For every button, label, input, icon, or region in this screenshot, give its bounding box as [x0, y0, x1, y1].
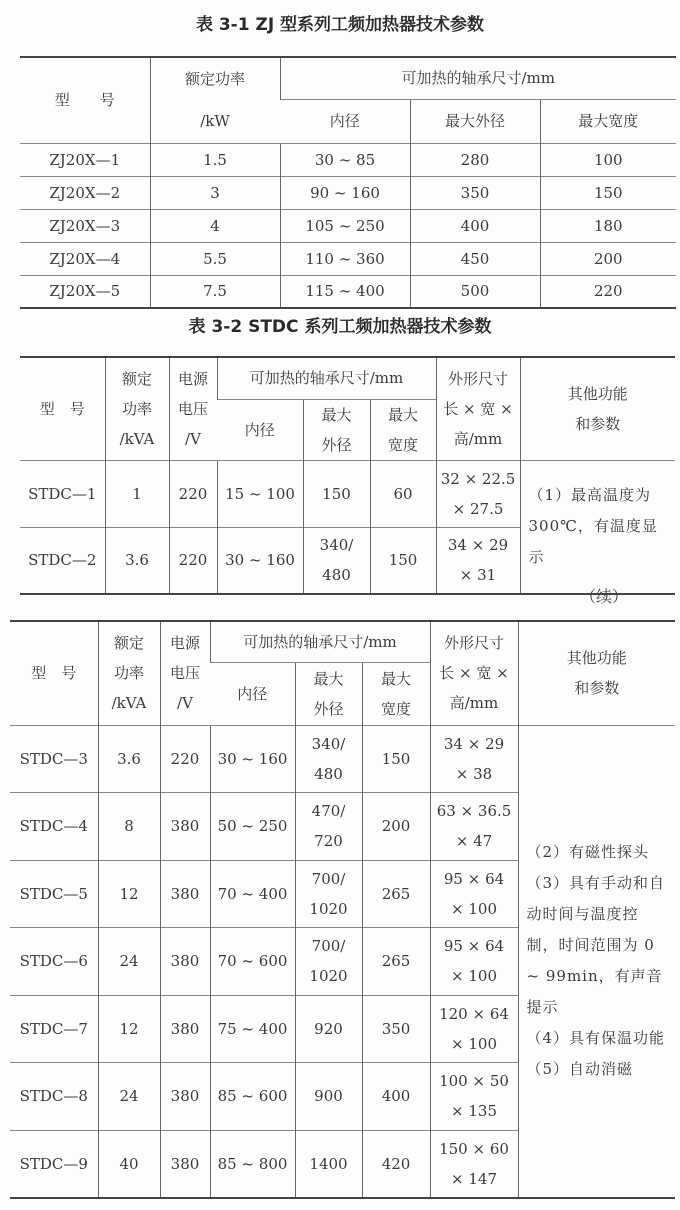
- cell-max-width: 150: [370, 527, 436, 594]
- header-inner: 内径: [280, 99, 410, 143]
- header-max-width: 最大 宽度: [362, 662, 430, 725]
- cell-max-outer-diameter: 340/ 480: [303, 527, 370, 594]
- continued-label: （续）: [580, 587, 629, 606]
- cell-max-width: 100: [540, 143, 676, 176]
- cell-max-width: 220: [540, 275, 676, 308]
- cell-model: STDC—6: [10, 928, 98, 996]
- cell-max-outer-diameter: 900: [295, 1063, 362, 1131]
- cell-inner-diameter: 30 ~ 85: [280, 143, 410, 176]
- cell-max-width: 400: [362, 1063, 430, 1131]
- cell-inner-diameter: 90 ~ 160: [280, 176, 410, 209]
- cell-max-width: 180: [540, 209, 676, 242]
- cell-model: STDC—8: [10, 1063, 98, 1131]
- header-max-width: 最大 宽度: [370, 399, 436, 460]
- cell-voltage: 380: [160, 1130, 210, 1198]
- table2: [20, 356, 675, 595]
- cell-dimensions: 100 × 50 × 135: [430, 1063, 518, 1131]
- cell-model: STDC—5: [10, 860, 98, 928]
- cell-max-width: 200: [540, 242, 676, 275]
- cell-power: 12: [98, 995, 160, 1063]
- cell-model: STDC—7: [10, 995, 98, 1063]
- header-model: 型 号: [20, 57, 150, 143]
- cell-max-outer-diameter: 920: [295, 995, 362, 1063]
- cell-voltage: 380: [160, 995, 210, 1063]
- other-functions-note: （2）有磁性探头 （3）具有手动和自动时间与温度控制，时间范围为 0 ~ 99min，有声音提示 （4）具有保温功能 （5）自动消磁: [518, 725, 675, 1198]
- cell-power: 12: [98, 860, 160, 928]
- cell-max-outer-diameter: 470/ 720: [295, 793, 362, 861]
- other-functions-note: （1）最高温度为 300℃，有温度显示: [520, 460, 675, 594]
- cell-dimensions: 150 × 60 × 147: [430, 1130, 518, 1198]
- header-model: 型 号: [10, 621, 98, 725]
- cell-max-outer-diameter: 150: [303, 460, 370, 527]
- cell-max-width: 200: [362, 793, 430, 861]
- cell-model: STDC—1: [20, 460, 105, 527]
- cell-model: STDC—9: [10, 1130, 98, 1198]
- table1: [20, 56, 676, 309]
- header-max-outer: 最大 外径: [295, 662, 362, 725]
- header-max-outer: 最大外径: [410, 99, 540, 143]
- table-row: [20, 275, 676, 308]
- cell-inner-diameter: 70 ~ 400: [210, 860, 295, 928]
- cell-voltage: 220: [160, 725, 210, 793]
- header-voltage: 电源 电压 /V: [169, 357, 217, 460]
- cell-power: 3: [150, 176, 280, 209]
- cell-model: STDC—3: [10, 725, 98, 793]
- cell-max-outer-diameter: 500: [410, 275, 540, 308]
- cell-model: STDC—2: [20, 527, 105, 594]
- cell-power: 5.5: [150, 242, 280, 275]
- cell-dimensions: 95 × 64 × 100: [430, 928, 518, 996]
- cell-model: ZJ20X—5: [20, 275, 150, 308]
- table-row: [20, 242, 676, 275]
- cell-inner-diameter: 85 ~ 600: [210, 1063, 295, 1131]
- header-inner: 内径: [210, 662, 295, 725]
- table-row: [20, 460, 675, 527]
- cell-dimensions: 32 × 22.5 × 27.5: [436, 460, 520, 527]
- header-power: 额定 功率 /kVA: [105, 357, 169, 460]
- cell-dimensions: 34 × 29 × 31: [436, 527, 520, 594]
- cell-max-outer-diameter: 280: [410, 143, 540, 176]
- header-max-width: 最大宽度: [540, 99, 676, 143]
- cell-model: ZJ20X—3: [20, 209, 150, 242]
- cell-max-width: 265: [362, 860, 430, 928]
- cell-max-width: 420: [362, 1130, 430, 1198]
- cell-max-outer-diameter: 350: [410, 176, 540, 209]
- cell-max-outer-diameter: 700/ 1020: [295, 928, 362, 996]
- cell-dimensions: 120 × 64 × 100: [430, 995, 518, 1063]
- cell-power: 24: [98, 928, 160, 996]
- header-bearing-size: 可加热的轴承尺寸/mm: [280, 57, 676, 99]
- cell-voltage: 220: [169, 527, 217, 594]
- header-model: 型 号: [20, 357, 105, 460]
- table-row: [20, 143, 676, 176]
- table2-title: 表 3-2 STDC 系列工频加热器技术参数: [188, 317, 492, 337]
- cell-model: STDC—4: [10, 793, 98, 861]
- table-row: [20, 176, 676, 209]
- cell-max-width: 150: [362, 725, 430, 793]
- cell-model: ZJ20X—1: [20, 143, 150, 176]
- header-bearing-size: 可加热的轴承尺寸/mm: [217, 357, 436, 399]
- cell-dimensions: 34 × 29 × 38: [430, 725, 518, 793]
- cell-inner-diameter: 30 ~ 160: [217, 527, 303, 594]
- cell-dimensions: 63 × 36.5 × 47: [430, 793, 518, 861]
- cell-power: 4: [150, 209, 280, 242]
- table1-title: 表 3-1 ZJ 型系列工频加热器技术参数: [195, 15, 485, 35]
- table3: [10, 620, 675, 1199]
- header-other: 其他功能 和参数: [518, 621, 675, 725]
- cell-inner-diameter: 15 ~ 100: [217, 460, 303, 527]
- cell-max-outer-diameter: 400: [410, 209, 540, 242]
- cell-voltage: 380: [160, 928, 210, 996]
- cell-inner-diameter: 115 ~ 400: [280, 275, 410, 308]
- table-row: [10, 725, 675, 793]
- cell-voltage: 380: [160, 1063, 210, 1131]
- cell-power: 3.6: [98, 725, 160, 793]
- cell-dimensions: 95 × 64 × 100: [430, 860, 518, 928]
- cell-power: 40: [98, 1130, 160, 1198]
- header-inner: 内径: [217, 399, 303, 460]
- cell-inner-diameter: 110 ~ 360: [280, 242, 410, 275]
- table-row: [20, 209, 676, 242]
- cell-power: 24: [98, 1063, 160, 1131]
- header-other: 其他功能 和参数: [520, 357, 675, 460]
- cell-max-width: 60: [370, 460, 436, 527]
- header-voltage: 电源 电压 /V: [160, 621, 210, 725]
- cell-power: 1.5: [150, 143, 280, 176]
- cell-voltage: 220: [169, 460, 217, 527]
- cell-power: 8: [98, 793, 160, 861]
- header-dimensions: 外形尺寸 长 × 宽 × 高/mm: [430, 621, 518, 725]
- cell-max-width: 265: [362, 928, 430, 996]
- cell-max-width: 350: [362, 995, 430, 1063]
- cell-inner-diameter: 75 ~ 400: [210, 995, 295, 1063]
- cell-inner-diameter: 85 ~ 800: [210, 1130, 295, 1198]
- header-bearing-size: 可加热的轴承尺寸/mm: [210, 621, 430, 662]
- cell-max-outer-diameter: 700/ 1020: [295, 860, 362, 928]
- cell-model: ZJ20X—4: [20, 242, 150, 275]
- cell-model: ZJ20X—2: [20, 176, 150, 209]
- cell-power: 1: [105, 460, 169, 527]
- cell-inner-diameter: 70 ~ 600: [210, 928, 295, 996]
- cell-power: 7.5: [150, 275, 280, 308]
- header-dimensions: 外形尺寸 长 × 宽 × 高/mm: [436, 357, 520, 460]
- header-max-outer: 最大 外径: [303, 399, 370, 460]
- cell-max-outer-diameter: 340/ 480: [295, 725, 362, 793]
- cell-voltage: 380: [160, 860, 210, 928]
- cell-power: 3.6: [105, 527, 169, 594]
- header-power: 额定 功率 /kVA: [98, 621, 160, 725]
- header-power: 额定功率 /kW: [150, 57, 280, 143]
- cell-voltage: 380: [160, 793, 210, 861]
- cell-inner-diameter: 50 ~ 250: [210, 793, 295, 861]
- cell-inner-diameter: 105 ~ 250: [280, 209, 410, 242]
- cell-max-width: 150: [540, 176, 676, 209]
- cell-inner-diameter: 30 ~ 160: [210, 725, 295, 793]
- cell-max-outer-diameter: 450: [410, 242, 540, 275]
- cell-max-outer-diameter: 1400: [295, 1130, 362, 1198]
